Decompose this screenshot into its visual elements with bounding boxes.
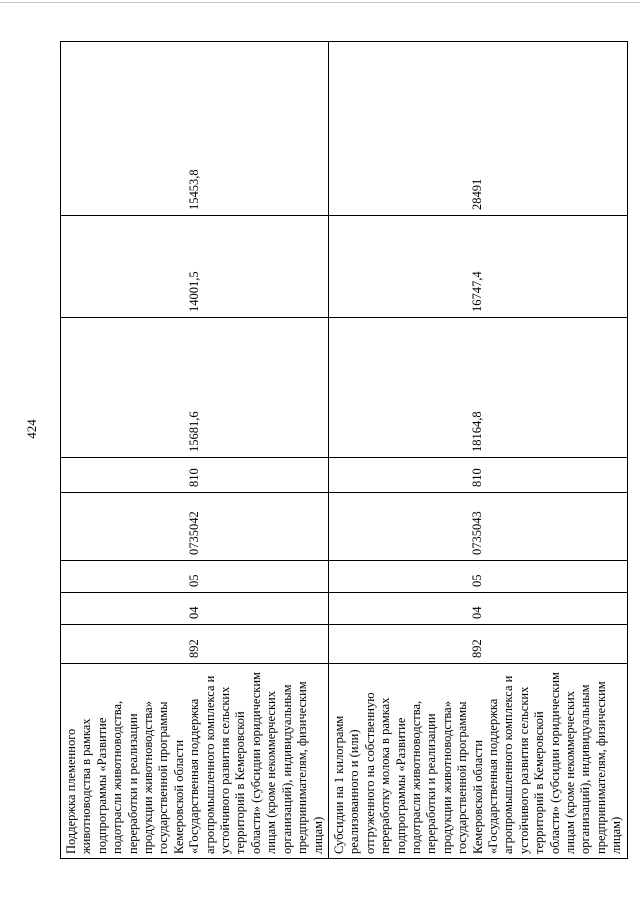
row-value-3: 28491 [328,42,627,216]
row-value-2: 16747,4 [328,216,627,318]
row-target: 0735043 [328,493,627,561]
row-subsection: 05 [328,561,627,593]
table-row [61,42,329,859]
row-subsection: 05 [61,561,329,593]
table-row [328,42,627,859]
row-section: 04 [61,593,329,625]
row-value-1: 18164,8 [328,318,627,458]
row-expense-type: 810 [61,458,329,493]
row-section: 04 [328,593,627,625]
row-target: 0735042 [61,493,329,561]
page-number: 424 [24,419,39,439]
row-value-3: 15453,8 [61,42,329,216]
row-code: 892 [328,625,627,664]
row-value-1: 15681,6 [61,318,329,458]
row-value-2: 14001,5 [61,216,329,318]
row-description: Поддержка племенного животноводства в рамках подпрограммы «Развитие подотрасли животноводства, переработки и реализации продукции животноводства» государственной программы Кемеровской области «Государственная поддержка агропромышленного комплекса и устойчивого развития сельских территорий в Кемеровской области» (субсидии юридическим лицам (кроме некоммерческих организаций), индивидуальным предпринимателям, физическим лицам) [61,664,329,859]
rotated-page-content [24,0,624,859]
budget-table-wrapper [60,42,624,859]
budget-table [60,41,628,859]
row-expense-type: 810 [328,458,627,493]
row-code: 892 [61,625,329,664]
row-description: Субсидии на 1 килограмм реализованного и (или) отгруженного на собственную переработку молока в рамках подпрограммы «Развитие подотрасли животноводства, переработки и реализации продукции животноводства» государственной программы Кемеровской области «Государственная поддержка агропромышленного комплекса и устойчивого развития сельских территорий в Кемеровской области» (субсидии юридическим лицам (кроме некоммерческих организаций), индивидуальным предпринимателям, физическим лицам) [328,664,627,859]
